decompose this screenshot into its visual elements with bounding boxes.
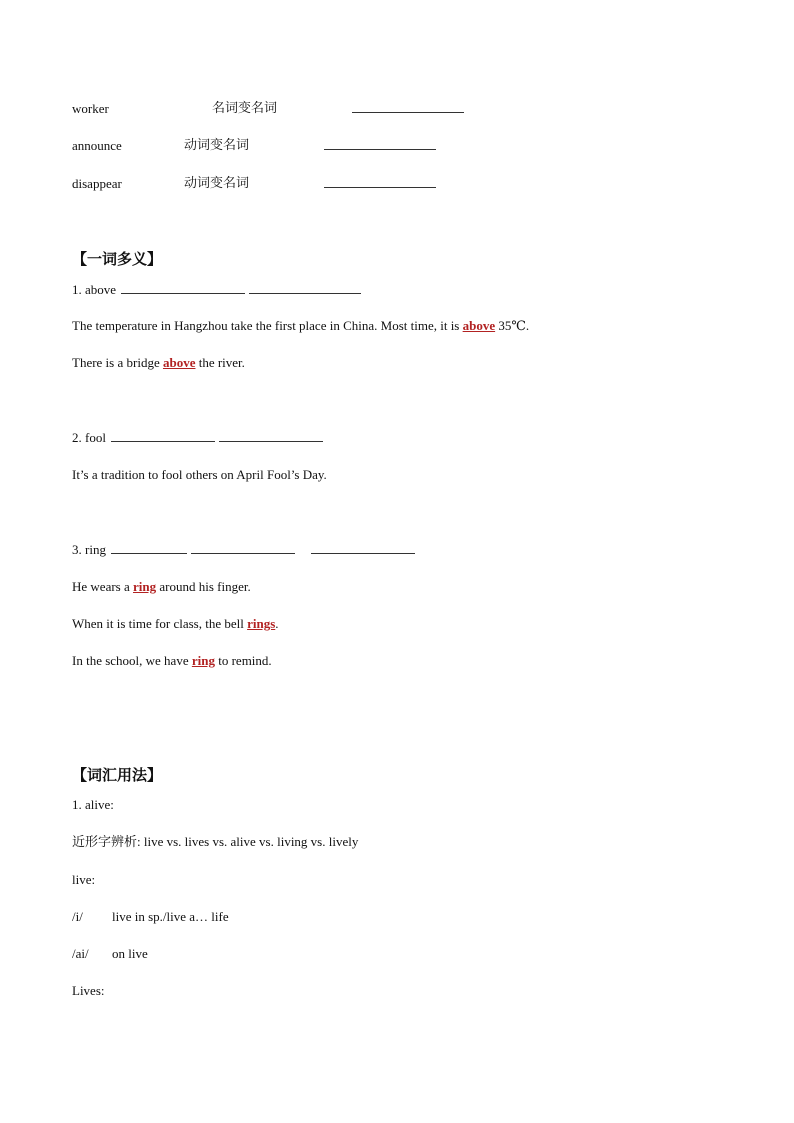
- pronunciation-label: /i/: [72, 909, 83, 924]
- example-sentence: When it is time for class, the bell rings.: [72, 616, 279, 631]
- example-sentence: He wears a ring around his finger.: [72, 579, 251, 594]
- conversion-type: 动词变名词: [184, 138, 250, 153]
- item-label: 1. above: [72, 282, 117, 297]
- answer-blank[interactable]: [191, 542, 295, 554]
- conversion-type: 动词变名词: [184, 176, 250, 191]
- lives-label: Lives:: [72, 983, 105, 998]
- answer-blank[interactable]: [249, 282, 361, 294]
- pronunciation-usage: on live: [112, 946, 148, 961]
- conversion-word: worker: [72, 101, 109, 116]
- example-sentence: It’s a tradition to fool others on April Fool’s Day.: [72, 467, 327, 482]
- polysemy-item-fool: [72, 430, 327, 446]
- usage-item-label: 1. alive:: [72, 797, 114, 812]
- example-sentence: The temperature in Hangzhou take the first place in China. Most time, it is above 35℃.: [72, 318, 530, 333]
- conversion-row: [72, 138, 122, 154]
- answer-blank[interactable]: [219, 430, 323, 442]
- conversion-type: 名词变名词: [212, 101, 278, 116]
- comparison-line: 近形字辨析: live vs. lives vs. alive vs. living vs. lively: [72, 834, 359, 849]
- example-sentence: There is a bridge above the river.: [72, 355, 245, 370]
- answer-blank[interactable]: [311, 542, 415, 554]
- polysemy-item-above: [72, 282, 365, 298]
- highlight-word: ring: [191, 653, 215, 668]
- answer-blank[interactable]: [352, 101, 468, 117]
- highlight-word: above: [462, 318, 496, 333]
- highlight-word: ring: [133, 579, 157, 594]
- answer-blank[interactable]: [111, 430, 215, 442]
- pronunciation-usage: live in sp./live a… life: [112, 909, 229, 924]
- live-label: live:: [72, 872, 96, 887]
- section-heading-usage: 【词汇用法】: [72, 766, 163, 784]
- conversion-word: disappear: [72, 176, 122, 191]
- conversion-row: [72, 101, 109, 117]
- section-heading-polysemy: 【一词多义】: [72, 250, 163, 268]
- polysemy-item-ring: [72, 542, 419, 558]
- highlight-word: above: [162, 355, 196, 370]
- answer-blank[interactable]: [324, 176, 440, 192]
- answer-blank[interactable]: [111, 542, 187, 554]
- item-label: 2. fool: [72, 430, 106, 445]
- highlight-word: rings: [247, 616, 276, 631]
- item-label: 3. ring: [72, 542, 106, 557]
- example-sentence: In the school, we have ring to remind.: [72, 653, 272, 668]
- conversion-word: announce: [72, 138, 122, 153]
- answer-blank[interactable]: [324, 138, 440, 154]
- pronunciation-label: /ai/: [72, 946, 89, 961]
- conversion-row: [72, 176, 122, 192]
- answer-blank[interactable]: [121, 282, 245, 294]
